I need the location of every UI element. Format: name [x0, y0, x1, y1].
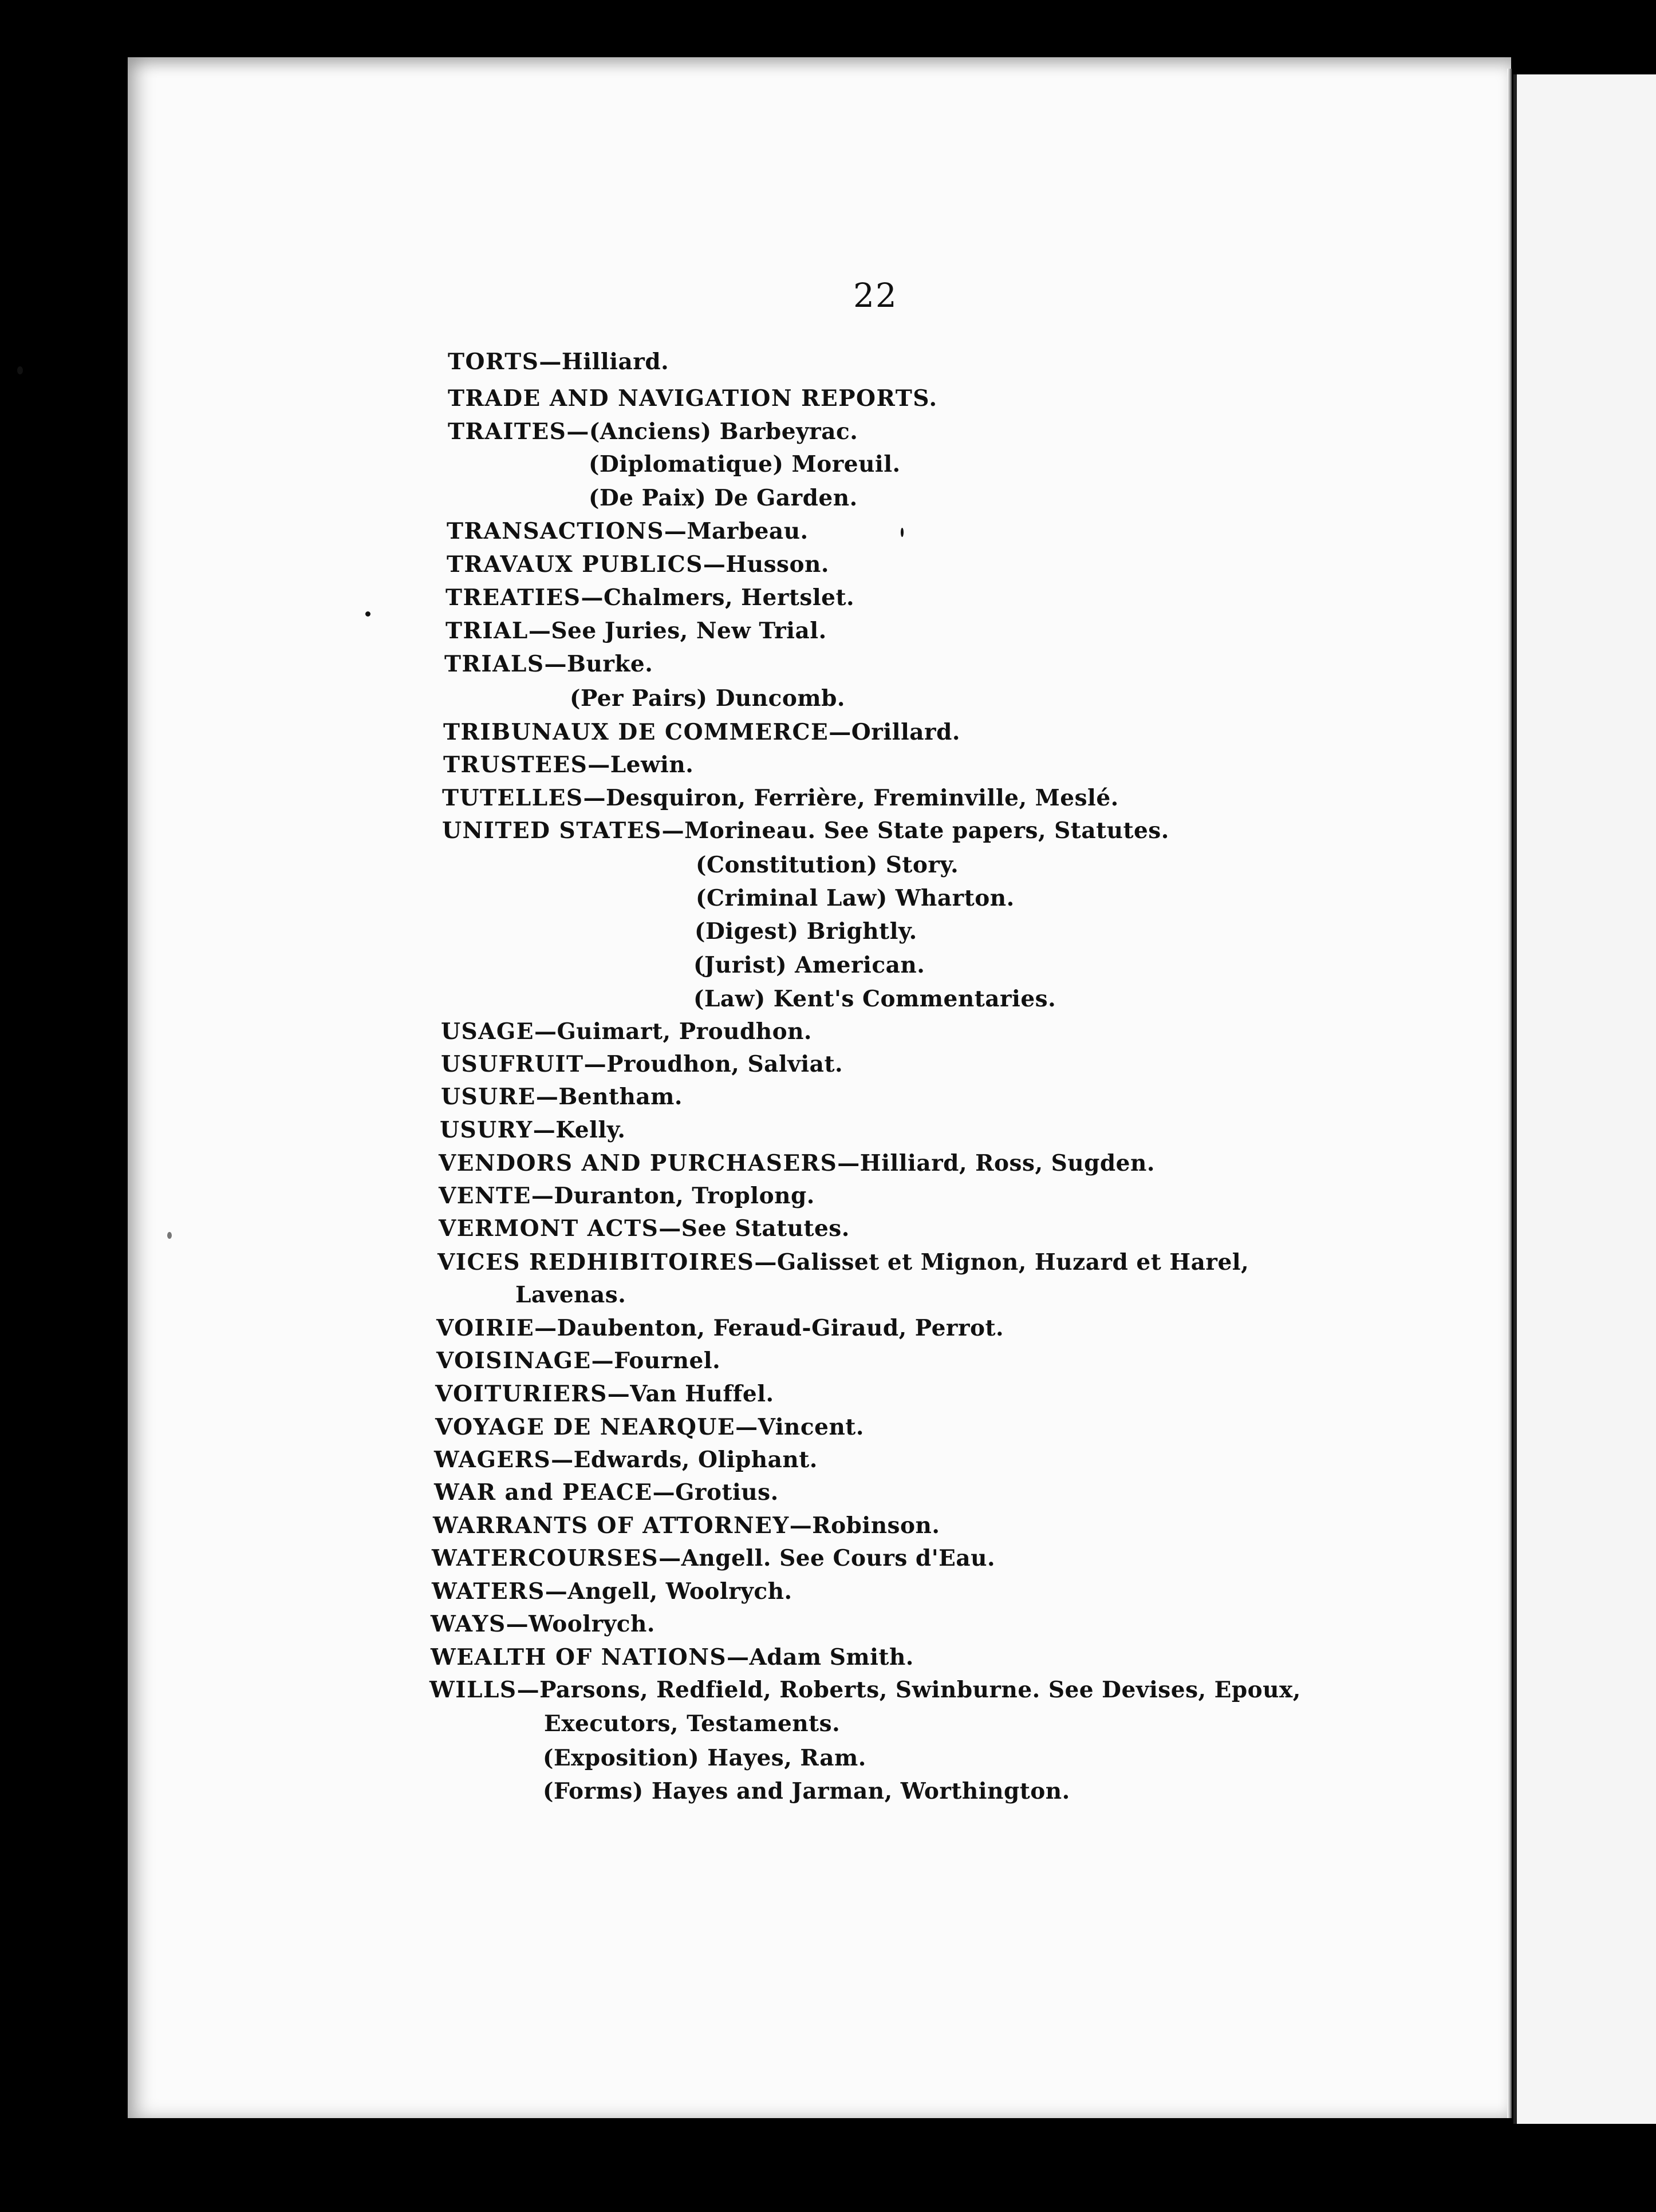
index-entry — [432, 1577, 792, 1606]
entry-references: —Orillard. — [829, 719, 960, 745]
entry-heading: TRAITES — [448, 418, 567, 445]
entry-references: —Vincent. — [735, 1414, 864, 1440]
entry-heading: USURE — [441, 1084, 536, 1110]
entry-heading: WATERCOURSES — [432, 1545, 659, 1571]
entry-references: Lavenas. — [515, 1282, 626, 1308]
index-entry — [444, 650, 653, 679]
entry-references: —Chalmers, Hertslet. — [581, 584, 855, 611]
entry-references: Executors, Testaments. — [544, 1711, 841, 1737]
entry-heading: VOITURIERS — [435, 1381, 608, 1407]
entry-heading: WAGERS — [434, 1447, 551, 1473]
entry-references: (Constitution) Story. — [696, 852, 959, 878]
entry-references: —Galisset et Mignon, Huzard et Harel, — [754, 1249, 1249, 1275]
entry-references: —Hilliard. — [539, 349, 669, 375]
entry-references: (Diplomatique) Moreuil. — [589, 451, 901, 477]
scan-speck — [901, 528, 904, 537]
index-entry — [445, 617, 827, 646]
index-entry — [443, 750, 693, 780]
index-entry — [442, 816, 1169, 846]
index-entry — [447, 517, 809, 546]
entry-references: (Per Pairs) Duncomb. — [570, 685, 845, 712]
entry-references: —Angell, Woolrych. — [545, 1578, 792, 1605]
entry-heading: USUFRUIT — [441, 1051, 584, 1077]
index-entry — [431, 1643, 914, 1672]
index-entry — [441, 1083, 683, 1112]
entry-heading: WATERS — [432, 1578, 545, 1605]
entry-references: —Burke. — [544, 651, 653, 677]
index-subentry — [696, 851, 959, 880]
page-fold — [1507, 69, 1512, 2118]
entry-heading: VICES REDHIBITOIRES — [437, 1249, 755, 1275]
scan-speck — [17, 366, 23, 374]
index-subentry — [543, 1744, 866, 1773]
entry-heading: WEALTH OF NATIONS — [431, 1644, 727, 1670]
index-entry — [436, 1314, 1004, 1343]
index-entry — [439, 1149, 1155, 1178]
entry-heading: WAYS — [431, 1611, 506, 1637]
entry-references: —See Juries, New Trial. — [528, 618, 827, 644]
scan-speck — [365, 611, 370, 617]
entry-references: —Woolrych. — [506, 1611, 655, 1637]
entry-heading: TRIALS — [444, 651, 545, 677]
entry-heading: VENTE — [439, 1183, 531, 1209]
index-subentry — [570, 684, 845, 713]
entry-references: —See Statutes. — [659, 1215, 850, 1242]
index-entry — [435, 1413, 864, 1442]
entry-heading: TREATIES — [445, 584, 581, 611]
entry-references: —Van Huffel. — [607, 1381, 774, 1407]
index-entry — [434, 1478, 779, 1507]
index-entry — [441, 1017, 812, 1046]
index-entry — [436, 1346, 720, 1376]
index-subentry — [695, 917, 917, 946]
page-number: 22 — [853, 276, 898, 315]
index-entry — [442, 784, 1119, 813]
entry-references: —(Anciens) Barbeyrac. — [566, 418, 858, 445]
index-entry — [434, 1445, 818, 1475]
index-entry — [445, 583, 854, 613]
index-subentry — [589, 484, 858, 513]
entry-references: (Digest) Brightly. — [695, 918, 917, 945]
entry-references: —Grotius. — [652, 1479, 779, 1506]
entry-references: —Parsons, Redfield, Roberts, Swinburne. See Devises, Epoux, — [516, 1677, 1301, 1703]
index-entry — [443, 718, 960, 747]
entry-heading: TORTS — [448, 349, 539, 375]
entry-references: —Husson. — [703, 551, 829, 578]
entry-references: (Jurist) American. — [693, 952, 925, 978]
entry-references: —Desquiron, Ferrière, Freminville, Meslé. — [583, 785, 1119, 811]
index-subentry — [693, 951, 925, 980]
entry-heading: USAGE — [441, 1018, 534, 1045]
entry-references: —Fournel. — [591, 1348, 721, 1374]
entry-references: —Daubenton, Feraud-Giraud, Perrot. — [534, 1315, 1004, 1341]
entry-heading: TRANSACTIONS — [447, 518, 664, 544]
entry-heading: WARRANTS OF ATTORNEY — [433, 1512, 790, 1539]
entry-heading: USURY — [440, 1117, 533, 1143]
index-subentry — [544, 1709, 840, 1739]
entry-heading: TRUSTEES — [443, 752, 588, 778]
entry-heading: VOISINAGE — [436, 1348, 592, 1374]
index-entry — [447, 550, 829, 579]
index-entry — [431, 1610, 655, 1639]
index-entry — [429, 1676, 1301, 1705]
scan-speck — [167, 1232, 172, 1239]
entry-references: (Law) Kent's Commentaries. — [693, 986, 1056, 1012]
entry-references: (Criminal Law) Wharton. — [696, 885, 1015, 911]
entry-heading: WAR and PEACE — [434, 1479, 653, 1506]
entry-heading: VOIRIE — [436, 1315, 535, 1341]
entry-references: (Forms) Hayes and Jarman, Worthington. — [543, 1778, 1070, 1804]
index-subentry — [693, 985, 1056, 1014]
entry-heading: VOYAGE DE NEARQUE — [435, 1414, 736, 1440]
entry-references: —Robinson. — [789, 1512, 940, 1539]
index-subentry — [696, 884, 1015, 913]
entry-references: —Edwards, Oliphant. — [551, 1447, 818, 1473]
index-entry — [448, 417, 858, 447]
index-entry — [448, 384, 938, 413]
entry-heading: TRIAL — [445, 618, 529, 644]
entry-references: —Kelly. — [533, 1117, 626, 1143]
entry-heading: TRIBUNAUX DE COMMERCE — [443, 719, 829, 745]
entry-references: —Morineau. See State papers, Statutes. — [661, 817, 1169, 844]
index-entry — [440, 1116, 626, 1145]
facing-page-edge — [1513, 74, 1656, 2124]
book-page — [128, 57, 1511, 2118]
entry-references: —Proudhon, Salviat. — [583, 1051, 843, 1077]
entry-references: —Bentham. — [535, 1084, 683, 1110]
index-entry — [441, 1050, 843, 1079]
index-entry — [439, 1214, 850, 1243]
entry-references: —Lewin. — [588, 752, 694, 778]
index-subentry — [543, 1777, 1070, 1806]
entry-references: (Exposition) Hayes, Ram. — [543, 1745, 866, 1771]
entry-references: —Marbeau. — [664, 518, 809, 544]
entry-heading: TRADE AND NAVIGATION REPORTS. — [448, 385, 938, 412]
index-entry — [435, 1380, 774, 1409]
entry-heading: TUTELLES — [442, 785, 583, 811]
entry-references: —Duranton, Troplong. — [531, 1183, 815, 1209]
entry-references: —Hilliard, Ross, Sugden. — [837, 1150, 1155, 1176]
index-subentry — [515, 1281, 626, 1310]
entry-heading: UNITED STATES — [442, 817, 662, 844]
entry-references: —Angell. See Cours d'Eau. — [659, 1545, 996, 1571]
entry-heading: WILLS — [429, 1677, 517, 1703]
entry-references: (De Paix) De Garden. — [589, 485, 858, 511]
entry-references: —Guimart, Proudhon. — [534, 1018, 813, 1045]
entry-heading: TRAVAUX PUBLICS — [447, 551, 703, 578]
entry-references: —Adam Smith. — [727, 1644, 914, 1670]
index-entry — [433, 1511, 940, 1540]
index-entry — [448, 347, 669, 377]
entry-heading: VERMONT ACTS — [439, 1215, 659, 1242]
index-entry — [432, 1544, 995, 1573]
index-subentry — [589, 450, 901, 479]
index-entry — [439, 1182, 815, 1211]
entry-heading: VENDORS AND PURCHASERS — [439, 1150, 838, 1176]
index-entry — [437, 1248, 1249, 1277]
